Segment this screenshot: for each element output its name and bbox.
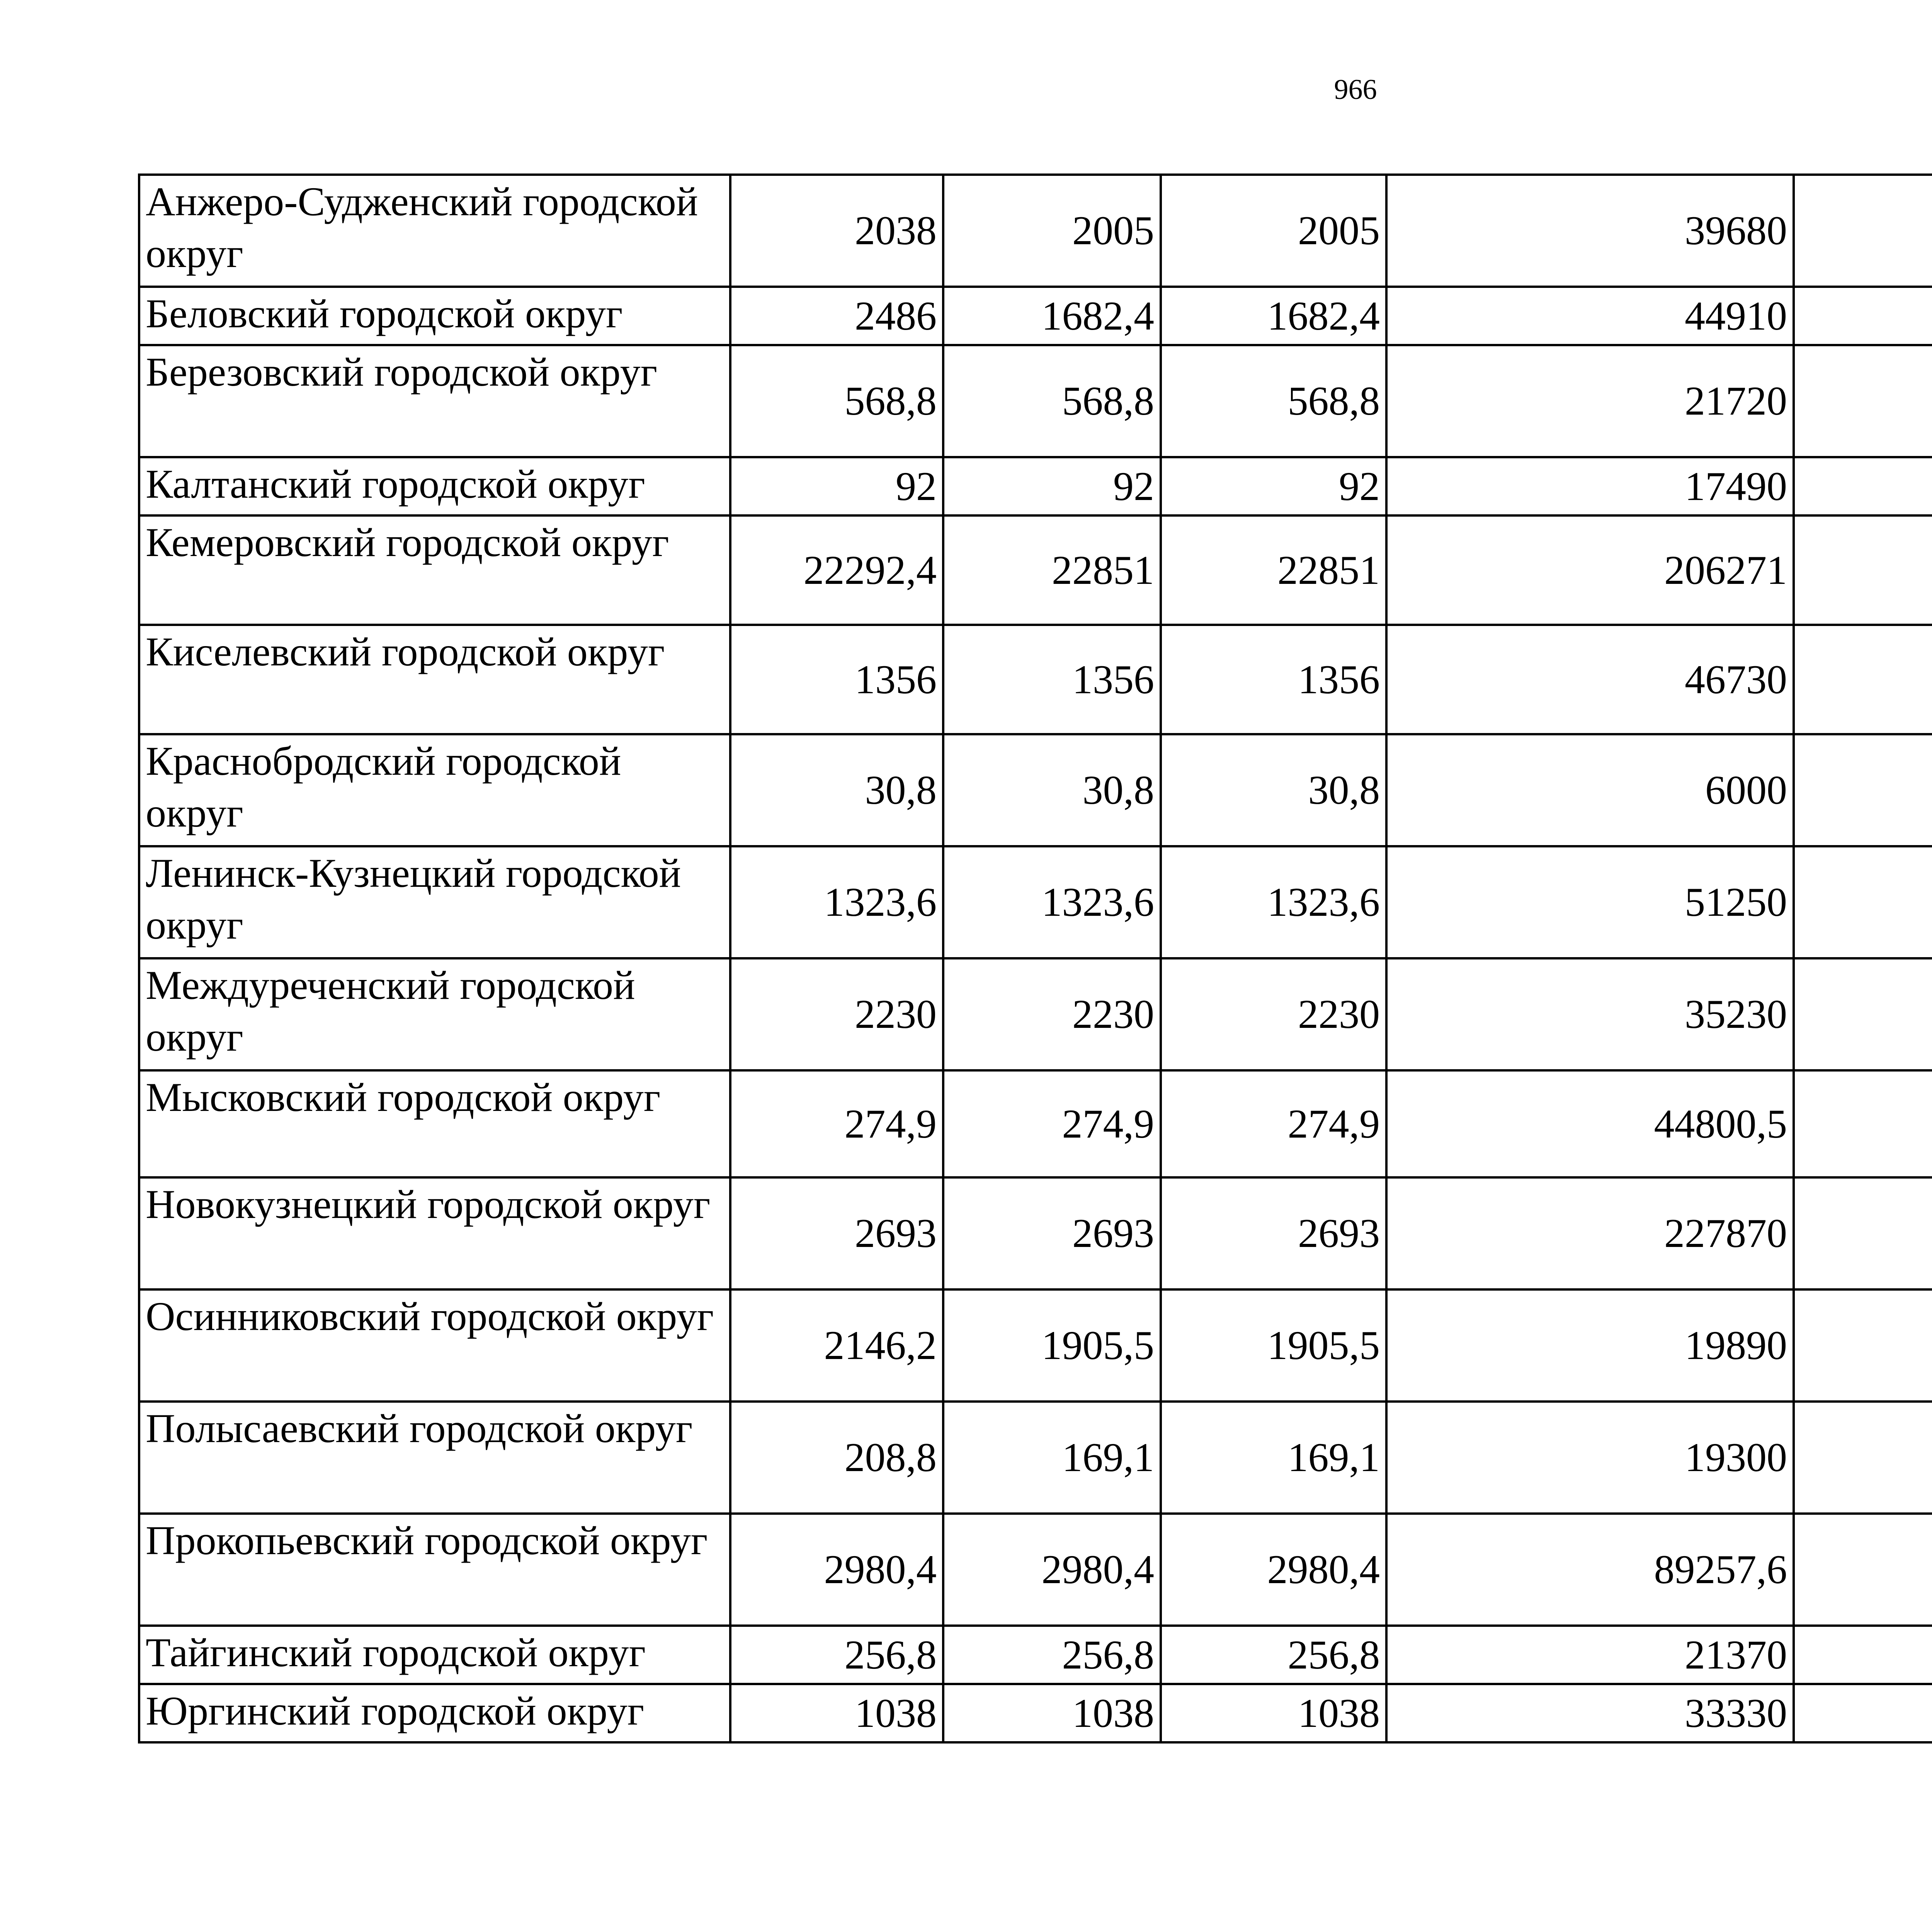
table-row	[139, 734, 1932, 846]
value-cell	[1794, 1070, 1932, 1177]
value-cell: 2230	[943, 958, 1161, 1070]
table-row	[139, 1626, 1932, 1684]
value-cell	[1794, 515, 1932, 625]
value-cell: 1905,5	[1161, 1289, 1386, 1402]
value-cell	[1794, 1402, 1932, 1514]
table-row	[139, 1289, 1932, 1402]
value-cell: 206271	[1386, 515, 1794, 625]
value-cell: 2005	[1161, 175, 1386, 287]
value-cell	[1794, 1514, 1932, 1626]
district-name-cell: Междуреченский городской округ	[139, 958, 730, 1070]
value-cell	[1794, 457, 1932, 515]
table-row	[139, 1514, 1932, 1626]
value-cell: 169,1	[1161, 1402, 1386, 1514]
district-name-cell: Краснобродский городской округ	[139, 734, 730, 846]
value-cell	[1794, 1626, 1932, 1684]
value-cell: 1038	[943, 1684, 1161, 1742]
value-cell: 1905,5	[943, 1289, 1161, 1402]
value-cell: 19300	[1386, 1402, 1794, 1514]
value-cell: 568,8	[1161, 345, 1386, 457]
table-row	[139, 1684, 1932, 1742]
district-name-cell: Ленинск-Кузнецкий городской округ	[139, 846, 730, 958]
value-cell: 1323,6	[943, 846, 1161, 958]
data-table	[138, 173, 1932, 1744]
value-cell: 2693	[730, 1177, 943, 1289]
value-cell: 33330	[1386, 1684, 1794, 1742]
value-cell: 274,9	[943, 1070, 1161, 1177]
value-cell: 274,9	[730, 1070, 943, 1177]
value-cell: 256,8	[1161, 1626, 1386, 1684]
district-name-cell: Новокузнецкий городской округ	[139, 1177, 730, 1289]
value-cell: 2980,4	[730, 1514, 943, 1626]
value-cell: 21720	[1386, 345, 1794, 457]
table-row	[139, 625, 1932, 734]
value-cell: 2693	[1161, 1177, 1386, 1289]
value-cell: 22851	[1161, 515, 1386, 625]
value-cell: 2038	[730, 175, 943, 287]
value-cell: 208,8	[730, 1402, 943, 1514]
value-cell: 2980,4	[943, 1514, 1161, 1626]
value-cell: 568,8	[943, 345, 1161, 457]
value-cell	[1794, 625, 1932, 734]
value-cell: 92	[1161, 457, 1386, 515]
table-row	[139, 515, 1932, 625]
district-name-cell: Беловский городской округ	[139, 287, 730, 345]
value-cell: 2230	[730, 958, 943, 1070]
page-number: 966	[1334, 74, 1377, 105]
value-cell: 35230	[1386, 958, 1794, 1070]
value-cell: 21370	[1386, 1626, 1794, 1684]
value-cell: 1038	[730, 1684, 943, 1742]
value-cell: 92	[730, 457, 943, 515]
value-cell: 2486	[730, 287, 943, 345]
value-cell: 1356	[943, 625, 1161, 734]
district-name-cell: Осинниковский городской округ	[139, 1289, 730, 1402]
value-cell: 1323,6	[730, 846, 943, 958]
table-row	[139, 1177, 1932, 1289]
table-row	[139, 846, 1932, 958]
district-name-cell: Мысковский городской округ	[139, 1070, 730, 1177]
value-cell: 169,1	[943, 1402, 1161, 1514]
district-name-cell: Тайгинский городской округ	[139, 1626, 730, 1684]
value-cell	[1794, 1177, 1932, 1289]
value-cell: 1356	[1161, 625, 1386, 734]
value-cell: 227870	[1386, 1177, 1794, 1289]
value-cell: 22292,4	[730, 515, 943, 625]
value-cell: 22851	[943, 515, 1161, 625]
district-name-cell: Березовский городской округ	[139, 345, 730, 457]
district-name-cell: Калтанский городской округ	[139, 457, 730, 515]
value-cell: 1682,4	[943, 287, 1161, 345]
value-cell: 2693	[943, 1177, 1161, 1289]
value-cell: 44800,5	[1386, 1070, 1794, 1177]
table-row	[139, 287, 1932, 345]
value-cell: 51250	[1386, 846, 1794, 958]
value-cell: 256,8	[730, 1626, 943, 1684]
value-cell: 2005	[943, 175, 1161, 287]
value-cell	[1794, 1289, 1932, 1402]
district-name-cell: Анжеро-Судженский городской округ	[139, 175, 730, 287]
value-cell: 30,8	[1161, 734, 1386, 846]
value-cell: 46730	[1386, 625, 1794, 734]
value-cell: 30,8	[943, 734, 1161, 846]
district-name-cell: Полысаевский городской округ	[139, 1402, 730, 1514]
value-cell: 1038	[1161, 1684, 1386, 1742]
table-row	[139, 1070, 1932, 1177]
value-cell	[1794, 287, 1932, 345]
value-cell	[1794, 1684, 1932, 1742]
value-cell: 1356	[730, 625, 943, 734]
value-cell	[1794, 734, 1932, 846]
value-cell: 6000	[1386, 734, 1794, 846]
table-row	[139, 345, 1932, 457]
value-cell: 2230	[1161, 958, 1386, 1070]
district-name-cell: Юргинский городской округ	[139, 1684, 730, 1742]
value-cell: 17490	[1386, 457, 1794, 515]
value-cell: 568,8	[730, 345, 943, 457]
value-cell: 1323,6	[1161, 846, 1386, 958]
table-row	[139, 1402, 1932, 1514]
value-cell: 39680	[1386, 175, 1794, 287]
value-cell	[1794, 846, 1932, 958]
district-name-cell: Прокопьевский городской округ	[139, 1514, 730, 1626]
value-cell: 19890	[1386, 1289, 1794, 1402]
value-cell: 2146,2	[730, 1289, 943, 1402]
value-cell	[1794, 958, 1932, 1070]
district-name-cell: Киселевский городской округ	[139, 625, 730, 734]
table-row	[139, 958, 1932, 1070]
value-cell	[1794, 175, 1932, 287]
value-cell	[1794, 345, 1932, 457]
value-cell: 44910	[1386, 287, 1794, 345]
value-cell: 256,8	[943, 1626, 1161, 1684]
district-name-cell: Кемеровский городской округ	[139, 515, 730, 625]
value-cell: 89257,6	[1386, 1514, 1794, 1626]
value-cell: 92	[943, 457, 1161, 515]
value-cell: 30,8	[730, 734, 943, 846]
table-row	[139, 175, 1932, 287]
value-cell: 1682,4	[1161, 287, 1386, 345]
value-cell: 2980,4	[1161, 1514, 1386, 1626]
table-row	[139, 457, 1932, 515]
value-cell: 274,9	[1161, 1070, 1386, 1177]
